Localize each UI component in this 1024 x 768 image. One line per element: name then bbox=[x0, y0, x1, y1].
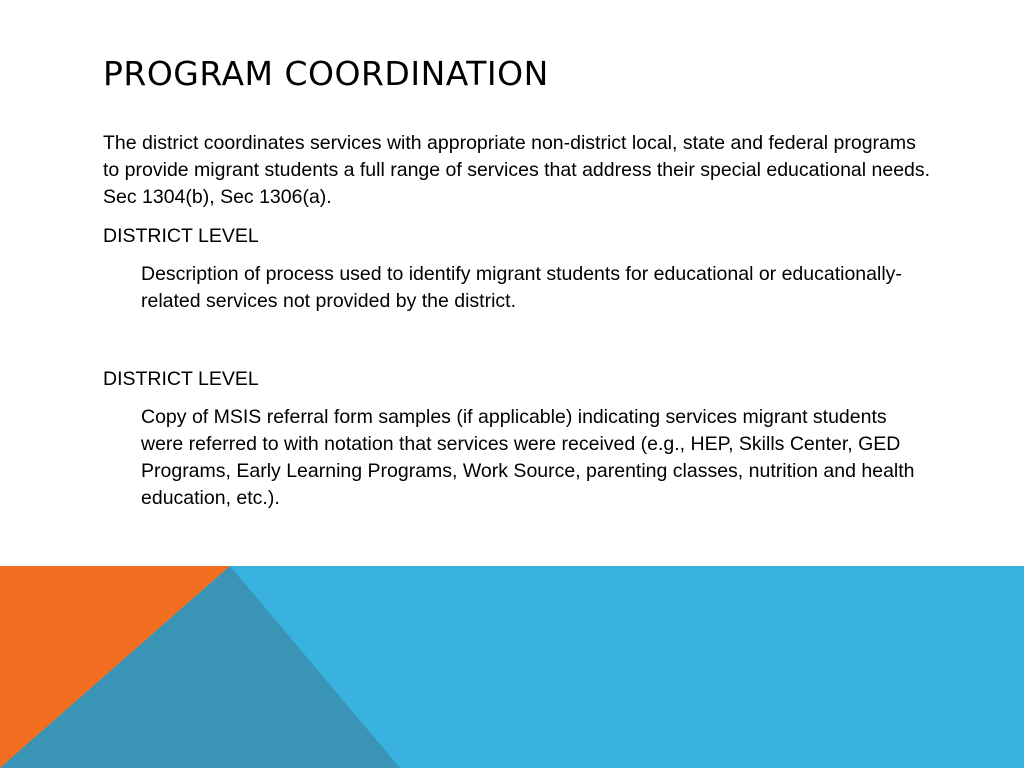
district-level-description: Description of process used to identify migrant students for educational or educationally-related services not provided by the district. bbox=[141, 263, 902, 312]
district-level-description: Copy of MSIS referral form samples (if applicable) indicating services migrant students were referred to with notation that services were received (e.g., HEP, Skills Center, GED Programs, Early Learning Programs, Work Source, parenting classes, nutrition and health education, etc.). bbox=[141, 406, 915, 509]
slide-title: PROGRAM COORDINATION bbox=[103, 54, 549, 93]
slide-content bbox=[103, 130, 933, 512]
district-level-heading: DISTRICT LEVEL bbox=[103, 225, 259, 247]
district-level-heading: DISTRICT LEVEL bbox=[103, 368, 259, 390]
intro-paragraph: The district coordinates services with appropriate non-district local, state and federal programs to provide migrant students a full range of services that address their special educational needs. Sec 1304(b), Sec 1306(a). bbox=[103, 132, 931, 208]
decorative-footer-band bbox=[0, 566, 1024, 768]
district-level-block-1 bbox=[103, 223, 933, 315]
district-level-block-2 bbox=[103, 366, 933, 512]
